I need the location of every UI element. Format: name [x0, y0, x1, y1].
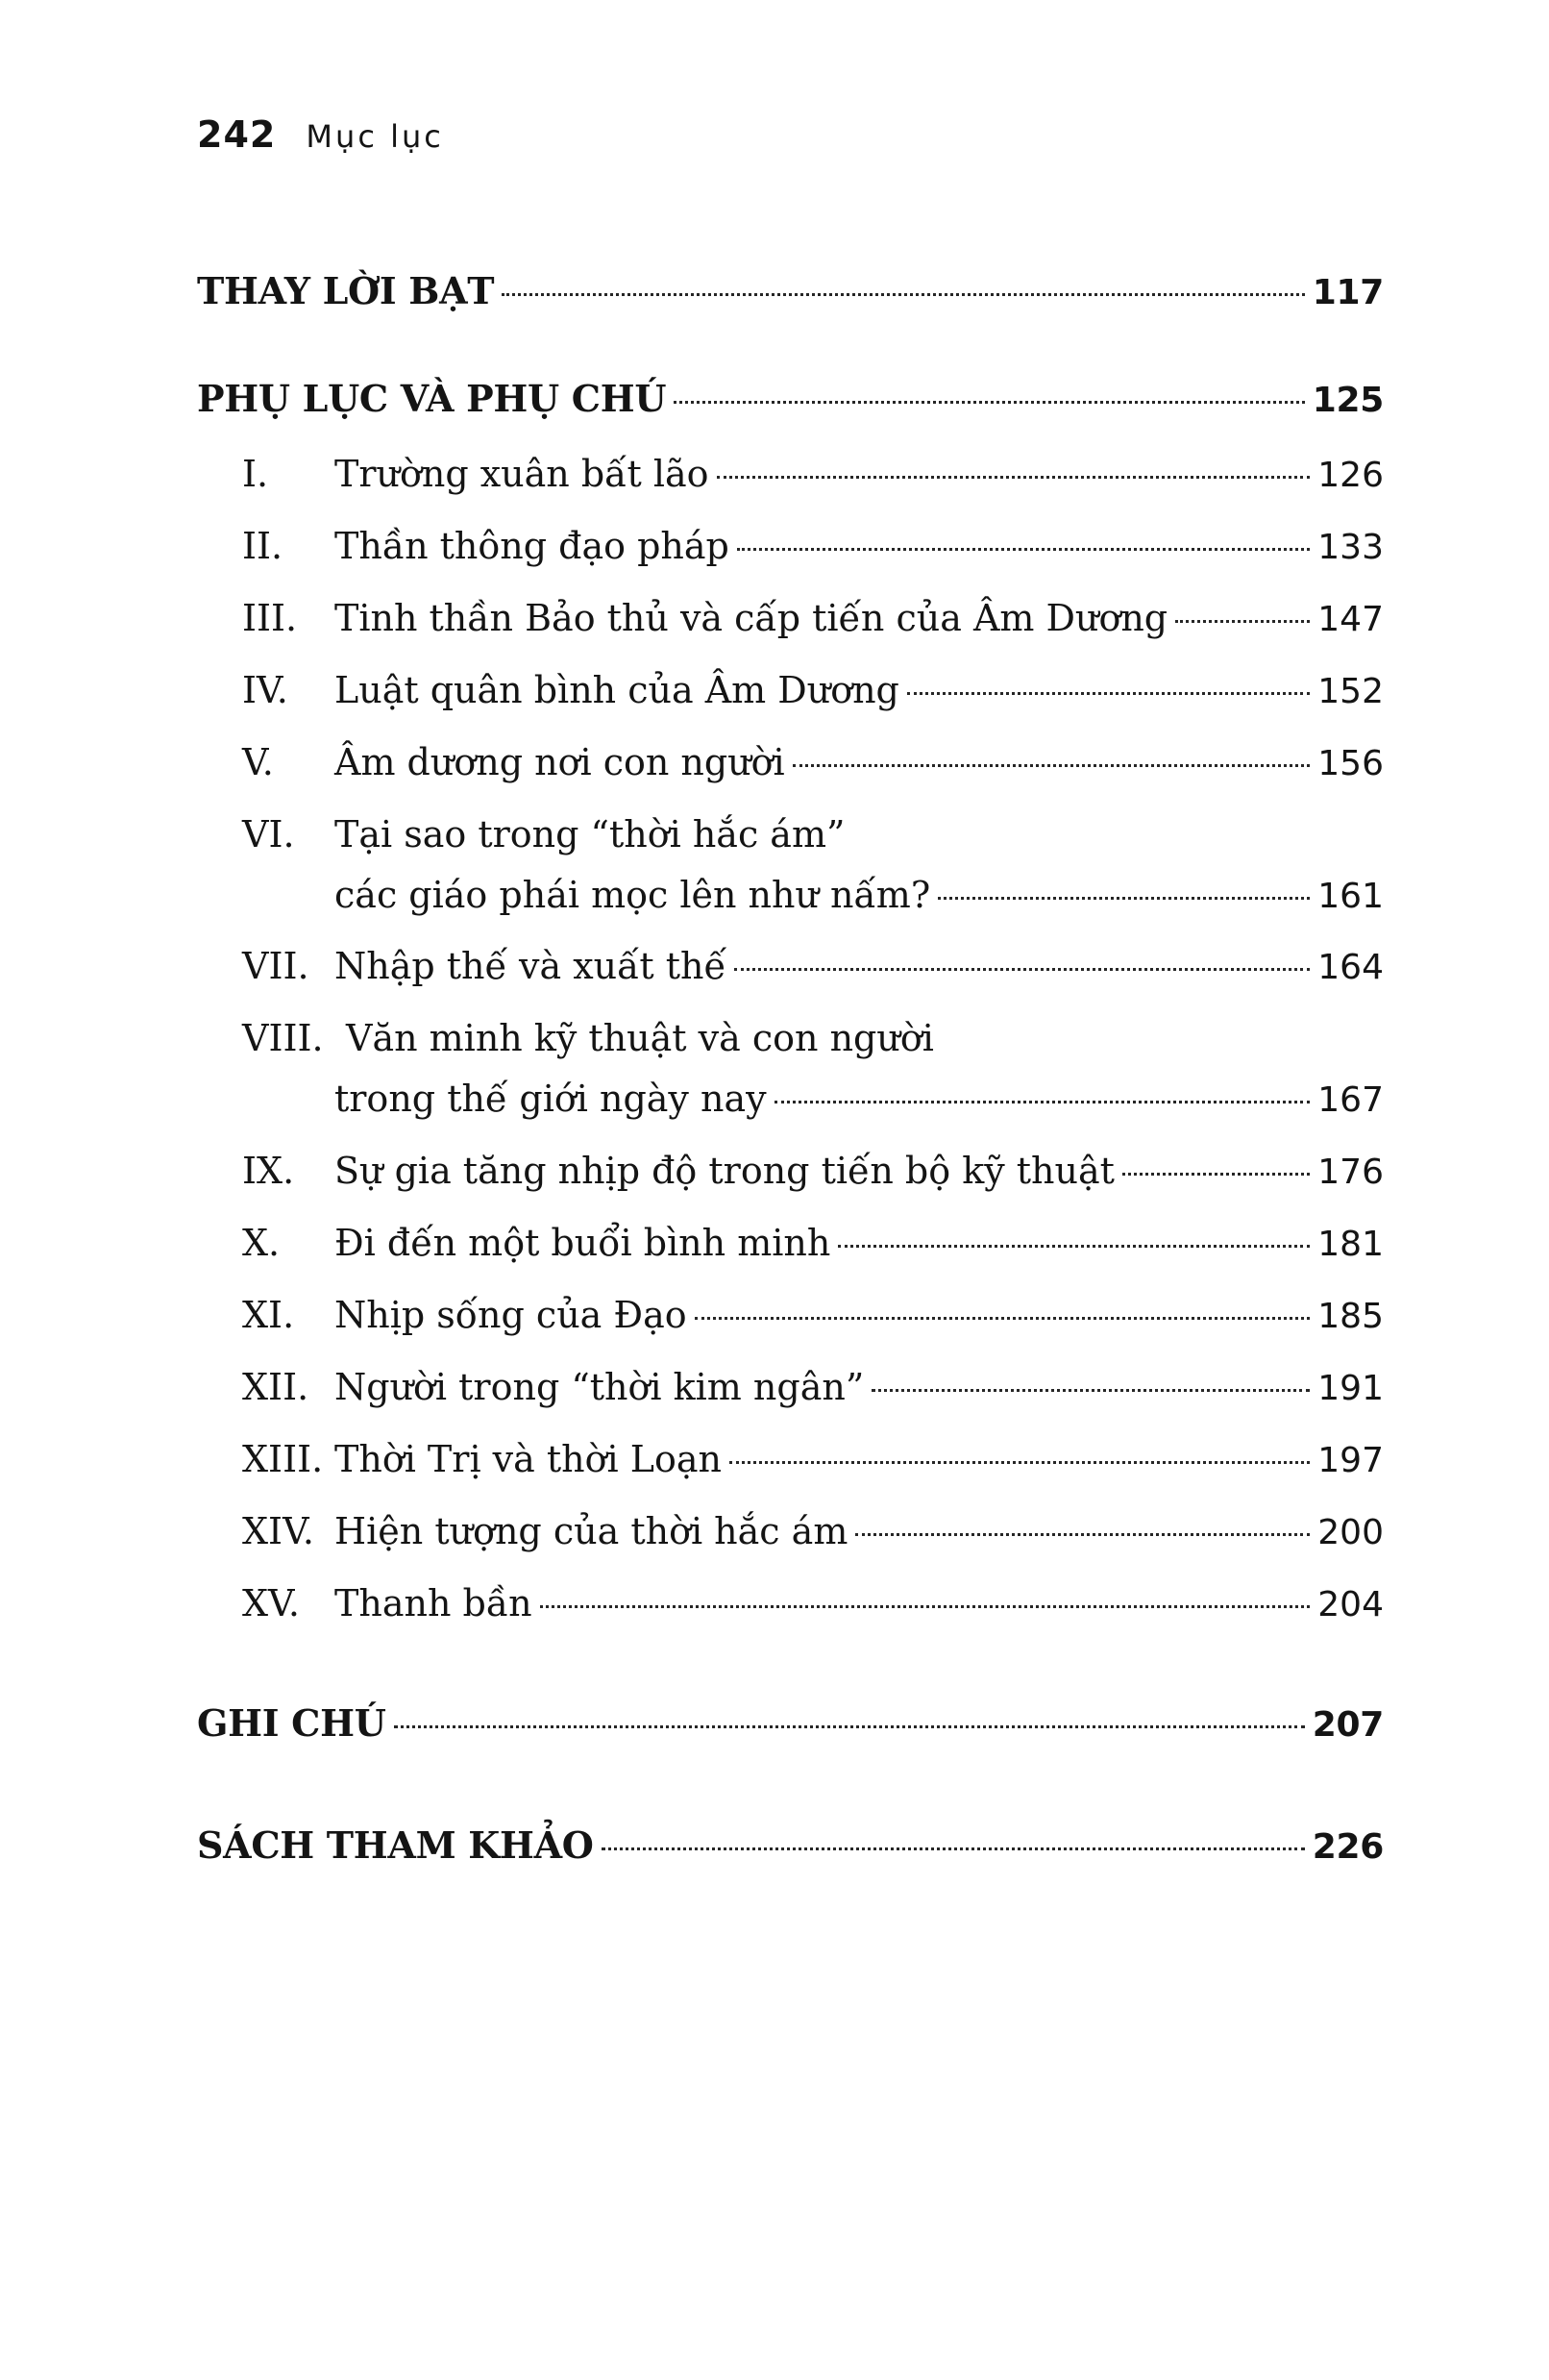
toc-item-first-line [242, 1014, 934, 1062]
item-number: VI. [242, 813, 295, 855]
item-number: VIII. [242, 1017, 324, 1059]
item-title: Đi đến một buổi bình minh [334, 1222, 831, 1264]
item-number: II. [242, 525, 283, 567]
toc-item [242, 1435, 1384, 1485]
toc-item [242, 738, 1384, 788]
dot-leader [602, 1847, 1305, 1850]
item-number: XI. [242, 1294, 295, 1336]
toc-item [242, 1363, 1384, 1413]
item-number: XIII. [242, 1438, 324, 1480]
dot-leader [717, 476, 1311, 479]
item-title: Nhập thế và xuất thế [334, 945, 726, 987]
item-page: 204 [1317, 1585, 1384, 1624]
item-number: XII. [242, 1366, 309, 1408]
item-page: 147 [1317, 600, 1384, 639]
item-page: 191 [1317, 1369, 1384, 1408]
dot-leader [1122, 1173, 1310, 1176]
toc-item [242, 522, 1384, 572]
item-page: 161 [1317, 877, 1384, 916]
item-number: V. [242, 741, 274, 783]
section-title: SÁCH THAM KHẢO [197, 1823, 594, 1867]
item-page: 156 [1317, 744, 1384, 783]
item-title-continued: các giáo phái mọc lên như nấm? [334, 874, 931, 916]
item-title: Thanh bần [334, 1582, 532, 1624]
item-title-continued: trong thế giới ngày nay [334, 1078, 767, 1120]
item-page: 176 [1317, 1153, 1384, 1192]
item-title: Luật quân bình của Âm Dương [334, 669, 899, 711]
section-title: GHI CHÚ [197, 1701, 386, 1745]
item-page: 133 [1317, 528, 1384, 567]
toc-item [242, 594, 1384, 644]
item-page: 181 [1317, 1225, 1384, 1264]
dot-leader [502, 293, 1305, 296]
item-title: Âm dương nơi con người [334, 741, 785, 783]
dot-leader [938, 897, 1310, 900]
toc-section-thay-loi-bat [197, 267, 1384, 317]
item-page: 200 [1317, 1513, 1384, 1552]
toc-item [242, 1579, 1384, 1629]
section-page: 207 [1312, 1705, 1384, 1745]
item-number: XV. [242, 1582, 300, 1624]
dot-leader [838, 1245, 1310, 1248]
dot-leader [695, 1317, 1311, 1320]
item-title: Nhịp sống của Đạo [334, 1294, 687, 1336]
item-title: Văn minh kỹ thuật và con người [346, 1017, 934, 1059]
item-page: 164 [1317, 948, 1384, 987]
item-page: 126 [1317, 456, 1384, 495]
dot-leader [737, 548, 1310, 551]
dot-leader [907, 692, 1310, 695]
item-page: 197 [1317, 1441, 1384, 1480]
item-number: X. [242, 1222, 281, 1264]
dot-leader [1175, 620, 1310, 623]
dot-leader [394, 1725, 1305, 1728]
item-number: I. [242, 453, 269, 495]
dot-leader [734, 968, 1310, 971]
toc-section-sach-tham-khao [197, 1822, 1384, 1872]
toc-section-phu-luc [197, 375, 1384, 425]
item-title: Thần thông đạo pháp [334, 525, 729, 567]
item-page: 167 [1317, 1080, 1384, 1120]
section-page: 117 [1312, 273, 1384, 312]
section-title: THAY LỜI BẠT [197, 269, 495, 312]
item-title: Tại sao trong “thời hắc ám” [334, 813, 846, 855]
item-page: 152 [1317, 672, 1384, 711]
toc-item-first-line [242, 810, 845, 858]
toc-item [242, 1507, 1384, 1557]
item-number: III. [242, 597, 298, 639]
dot-leader [674, 401, 1305, 404]
dot-leader [774, 1101, 1311, 1103]
item-title: Thời Trị và thời Loạn [334, 1438, 722, 1480]
section-title: PHỤ LỤC VÀ PHỤ CHÚ [197, 377, 667, 420]
toc-item [242, 666, 1384, 716]
item-number: XIV. [242, 1510, 314, 1552]
item-title: Sự gia tăng nhịp độ trong tiến bộ kỹ thuật [334, 1150, 1115, 1192]
item-title: Trường xuân bất lão [334, 453, 709, 495]
item-page: 185 [1317, 1297, 1384, 1336]
toc-item [242, 1291, 1384, 1341]
toc-item-continuation [334, 1075, 1384, 1125]
page-number: 242 [197, 113, 277, 156]
dot-leader [793, 764, 1311, 767]
section-page: 125 [1312, 381, 1384, 420]
dot-leader [872, 1389, 1310, 1392]
item-title: Hiện tượng của thời hắc ám [334, 1510, 848, 1552]
toc-item [242, 1219, 1384, 1269]
toc-item-continuation [334, 871, 1384, 921]
dot-leader [855, 1533, 1310, 1536]
toc-item [242, 1147, 1384, 1197]
running-title: Mục lục [306, 118, 444, 155]
toc-item [242, 942, 1384, 992]
toc-item [242, 450, 1384, 500]
section-page: 226 [1312, 1827, 1384, 1867]
item-number: IV. [242, 669, 288, 711]
item-title: Tinh thần Bảo thủ và cấp tiến của Âm Dương [334, 597, 1168, 639]
dot-leader [540, 1605, 1311, 1608]
dot-leader [729, 1461, 1310, 1464]
item-number: IX. [242, 1150, 295, 1192]
item-title: Người trong “thời kim ngân” [334, 1366, 865, 1408]
item-number: VII. [242, 945, 309, 987]
toc-section-ghi-chu [197, 1699, 1384, 1749]
